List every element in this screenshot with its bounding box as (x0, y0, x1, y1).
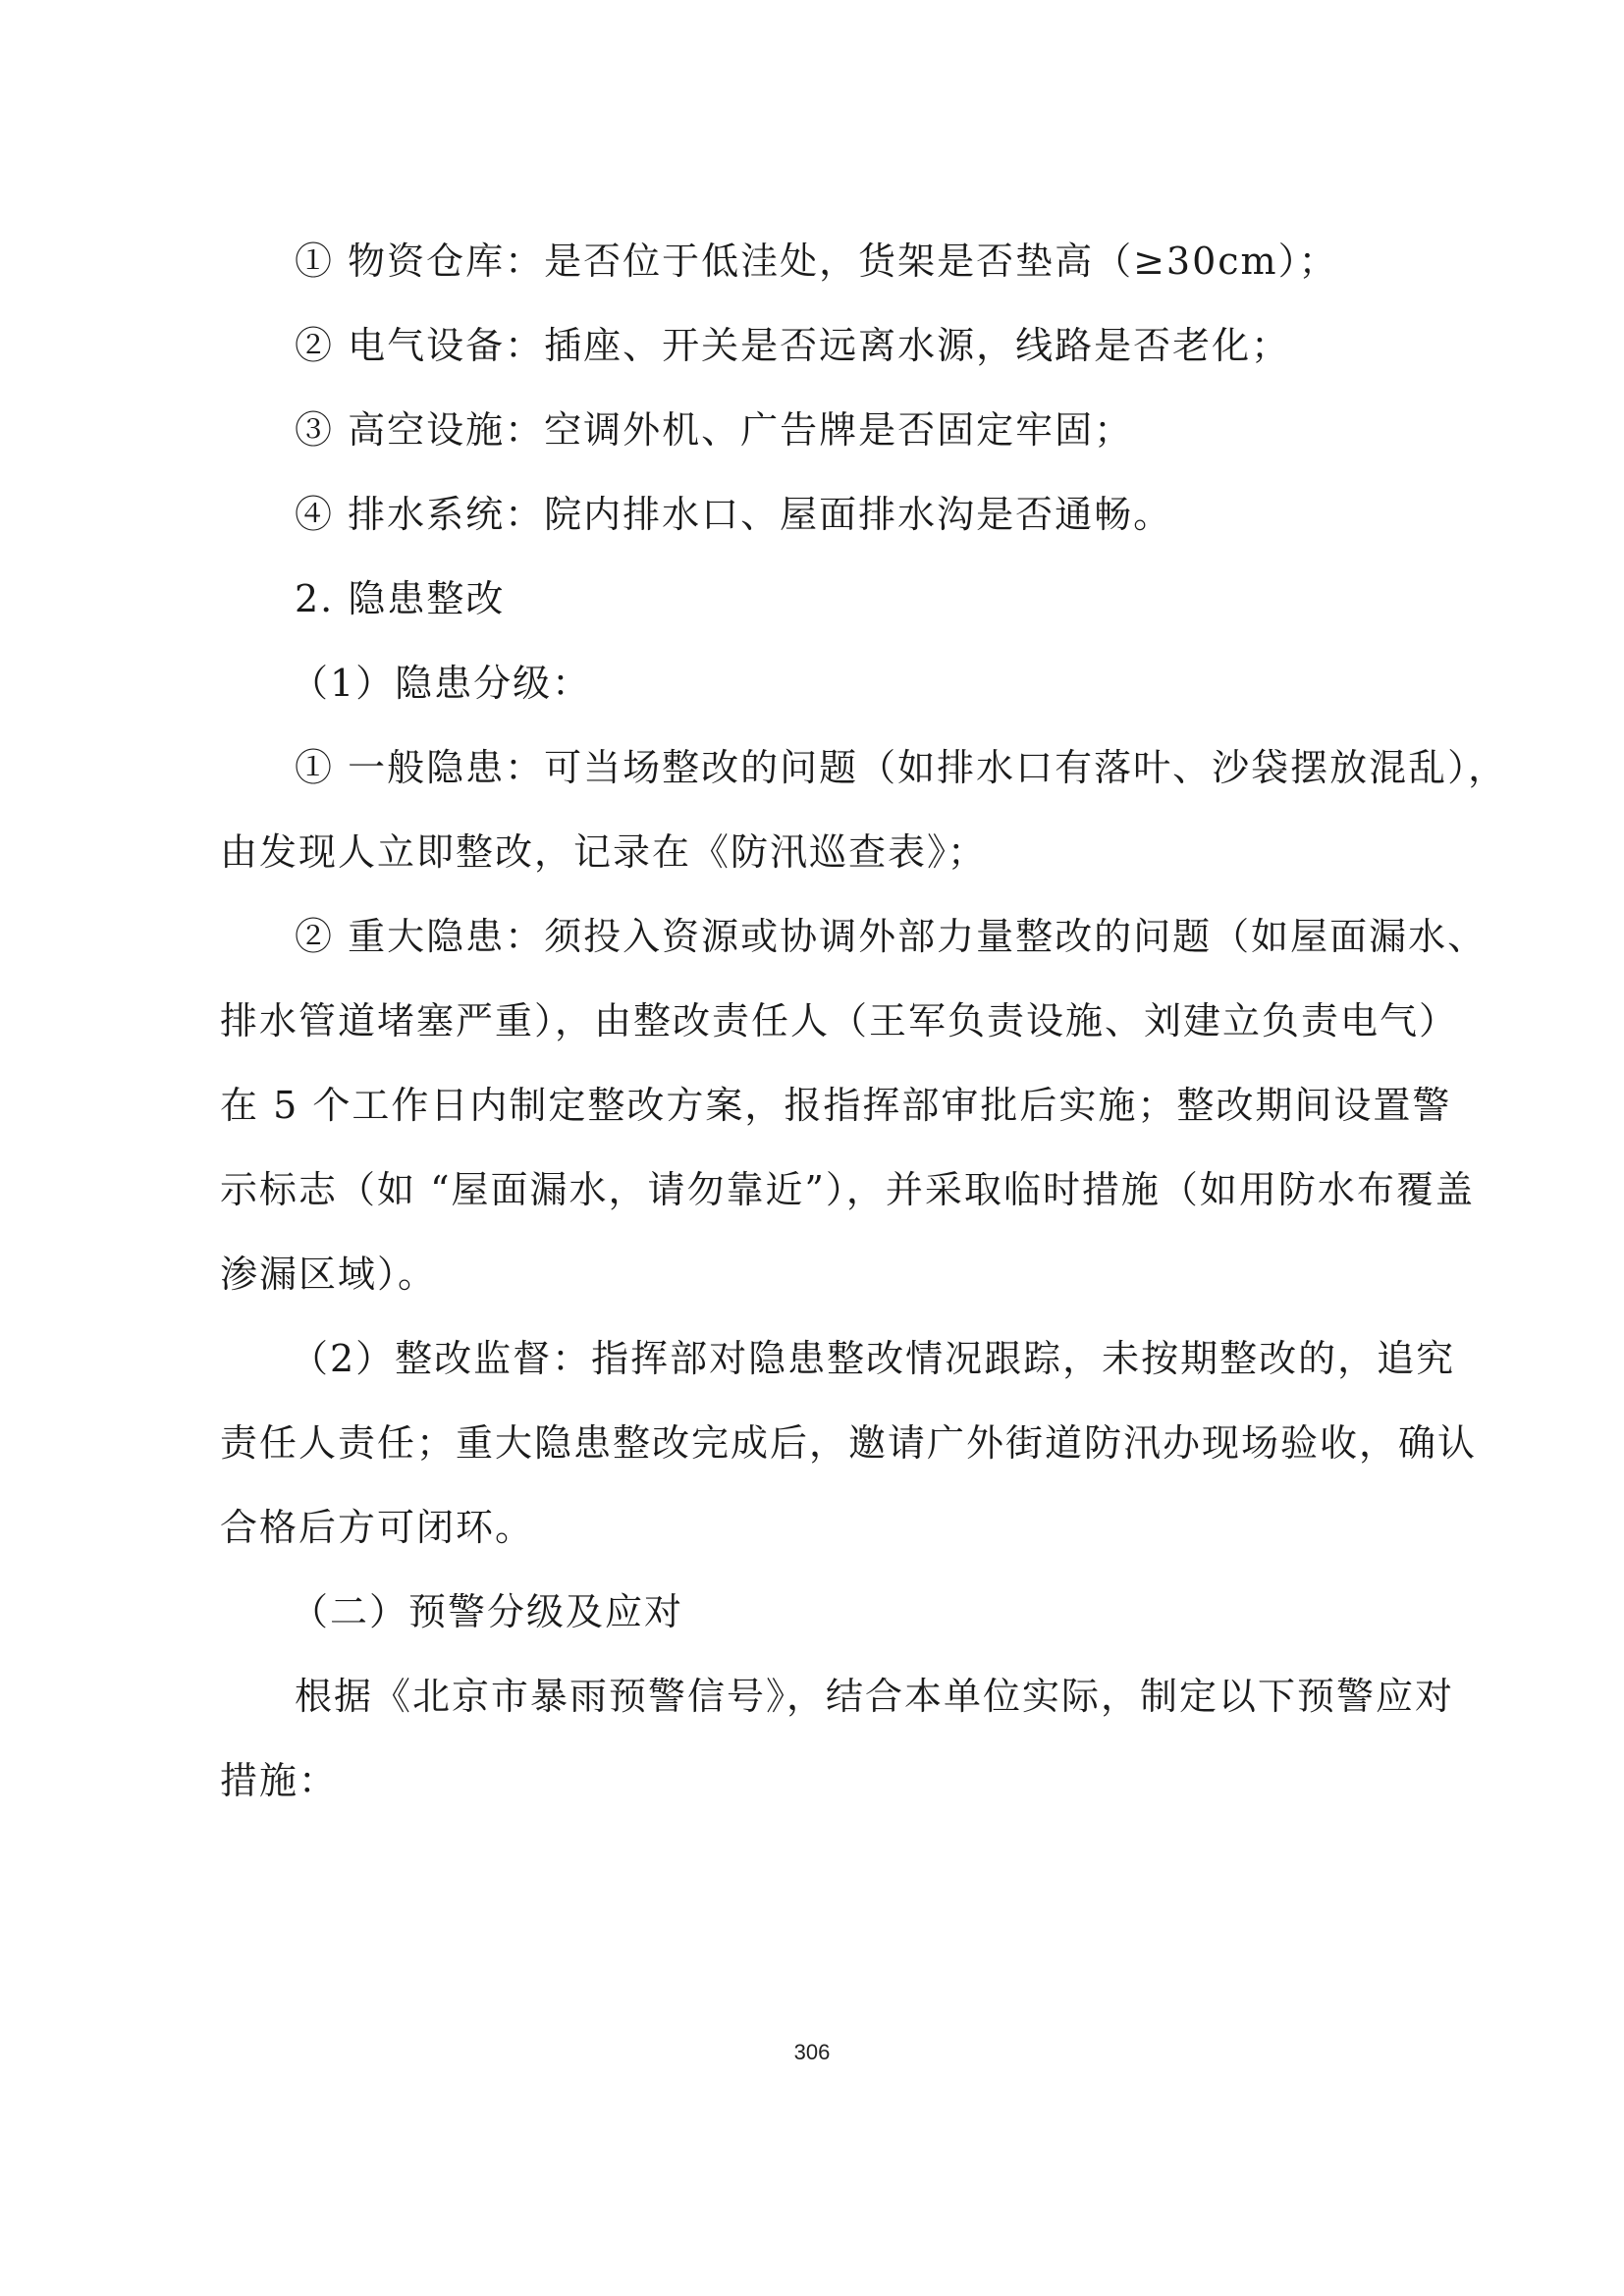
section-heading-rectification: 2. 隐患整改 (295, 577, 506, 620)
paragraph-major-hazard-line-4: 示标志（如 “屋面漏水，请勿靠近”），并采取临时措施（如用防水布覆盖 (220, 1168, 1475, 1211)
page-number: 306 (793, 2040, 831, 2064)
paragraph-warning-intro-line-2: 措施： (220, 1759, 339, 1802)
paragraph-warning-intro-line-1: 根据《北京市暴雨预警信号》，结合本单位实际，制定以下预警应对 (295, 1675, 1455, 1718)
subheading-hazard-grading: （1）隐患分级： (291, 662, 592, 705)
section-heading-warning-levels: （二）预警分级及应对 (291, 1590, 684, 1633)
paragraph-major-hazard-line-3: 在 5 个工作日内制定整改方案，报指挥部审批后实施；整改期间设置警 (220, 1084, 1452, 1127)
paragraph-supervision-line-1: （2）整改监督：指挥部对隐患整改情况跟踪，未按期整改的，追究 (291, 1337, 1456, 1380)
paragraph-major-hazard-line-1: ② 重大隐患：须投入资源或协调外部力量整改的问题（如屋面漏水、 (295, 915, 1488, 958)
item-drainage: ④ 排水系统：院内排水口、屋面排水沟是否通畅。 (295, 493, 1173, 536)
paragraph-supervision-line-3: 合格后方可闭环。 (220, 1506, 535, 1549)
item-high-altitude: ③ 高空设施：空调外机、广告牌是否固定牢固； (295, 408, 1134, 452)
paragraph-major-hazard-line-5: 渗漏区域）。 (220, 1253, 438, 1296)
item-electrical: ② 电气设备：插座、开关是否远离水源，线路是否老化； (295, 324, 1291, 367)
paragraph-supervision-line-2: 责任人责任；重大隐患整改完成后，邀请广外街道防汛办现场验收，确认 (220, 1421, 1478, 1465)
item-warehouse: ① 物资仓库：是否位于低洼处，货架是否垫高（≥30cm）； (295, 240, 1338, 283)
paragraph-major-hazard-line-2: 排水管道堵塞严重），由整改责任人（王军负责设施、刘建立负责电气） (220, 999, 1459, 1042)
paragraph-general-hazard-line-1: ① 一般隐患：可当场整改的问题（如排水口有落叶、沙袋摆放混乱）， (295, 746, 1508, 789)
paragraph-general-hazard-line-2: 由发现人立即整改，记录在《防汛巡查表》； (220, 830, 988, 874)
